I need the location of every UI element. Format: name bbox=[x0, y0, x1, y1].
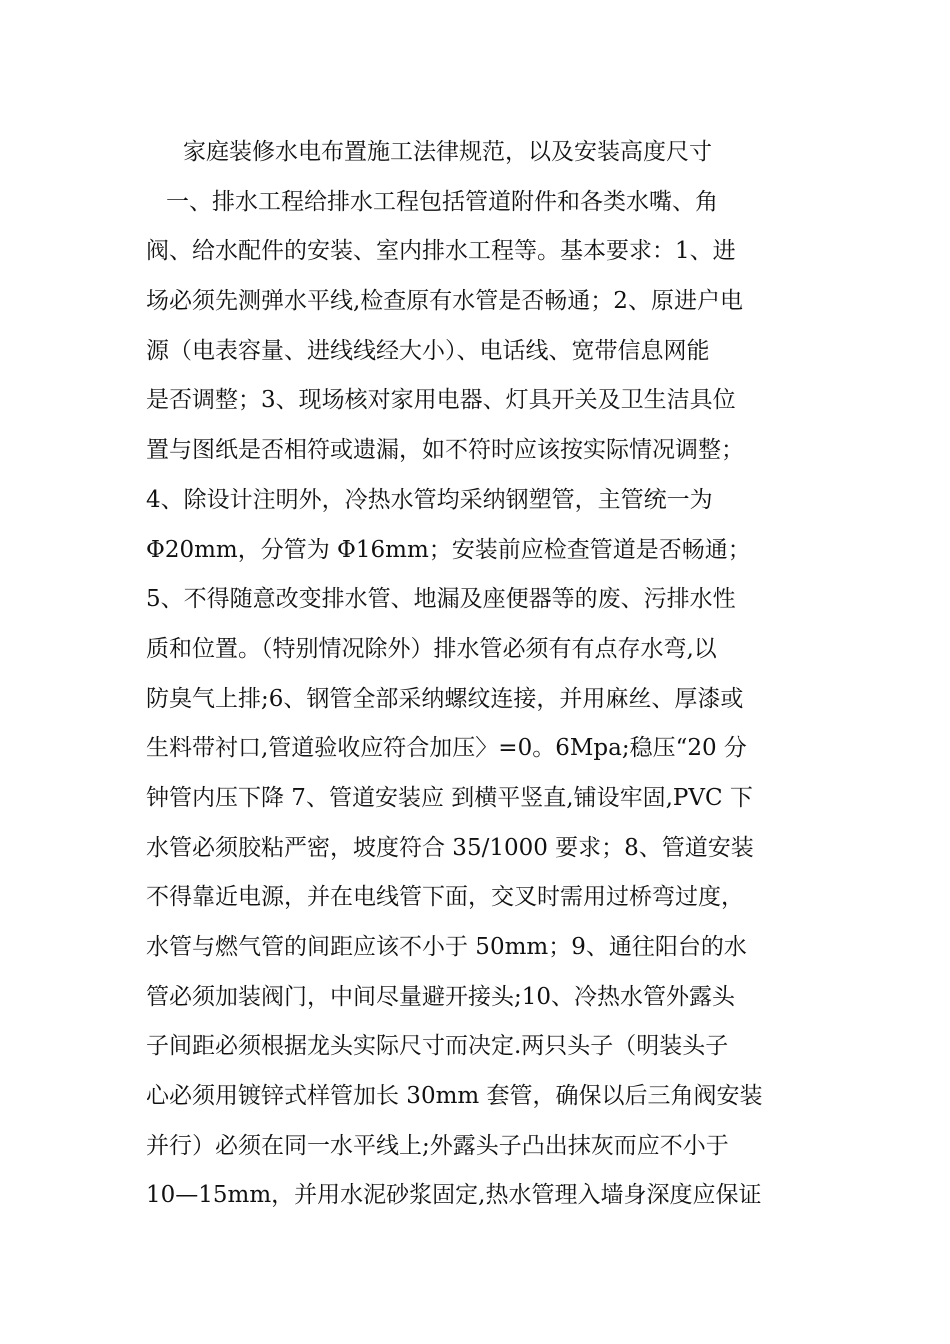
text-line-21: 10—15mm，并用水泥砂浆固定,热水管理入墙身深度应保证 bbox=[146, 1182, 762, 1209]
text-line-11: 防臭气上排;6、钢管全部采纳螺纹连接，并用麻丝、厚漆或 bbox=[146, 685, 744, 712]
text-line-3: 场必须先测弹水平线,检查原有水管是否畅通；2、原进户电 bbox=[146, 288, 743, 315]
text-line-16: 水管与燃气管的间距应该不小于 50mm；9、通往阳台的水 bbox=[146, 934, 747, 960]
text-line-4: 源（电表容量、进线线经大小）、电话线、宽带信息网能 bbox=[146, 337, 710, 364]
text-line-18: 子间距必须根据龙头实际尺寸而决定.两只头子（明装头子 bbox=[146, 1033, 729, 1060]
document-body bbox=[146, 128, 816, 1221]
text-line-1: 一、排水工程给排水工程包括管道附件和各类水嘴、角 bbox=[166, 188, 718, 215]
text-line-19: 心必须用镀锌式样管加长 30mm 套管，确保以后三角阀安装 bbox=[146, 1083, 763, 1110]
text-line-14: 水管必须胶粘严密，坡度符合 35/1000 要求；8、管道安装 bbox=[146, 834, 754, 861]
text-line-7: 4、除设计注明外，冷热水管均采纳钢塑管，主管统一为 bbox=[146, 486, 713, 513]
text-line-17: 管必须加装阀门，中间尽量避开接头;10、冷热水管外露头 bbox=[146, 983, 736, 1010]
text-line-20: 并行）必须在同一水平线上;外露头子凸出抹灰而应不小于 bbox=[146, 1132, 729, 1159]
text-line-9: 5、不得随意改变排水管、地漏及座便器等的废、污排水性 bbox=[146, 586, 736, 613]
text-line-12: 生料带衬口,管道验收应符合加压〉=0。6Mpa;稳压“20 分 bbox=[146, 735, 747, 762]
text-line-2: 阀、给水配件的安装、室内排水工程等。基本要求：1、进 bbox=[146, 238, 736, 265]
text-line-13: 钟管内压下降 7、管道安装应 到横平竖直,铺设牢固,PVC 下 bbox=[146, 784, 753, 811]
document-title: 家庭装修水电布置施工法律规范，以及安装高度尺寸 bbox=[183, 139, 712, 165]
text-line-6: 置与图纸是否相符或遗漏，如不符时应该按实际情况调整； bbox=[146, 437, 744, 464]
text-line-10: 质和位置。（特别情况除外）排水管必须有有点存水弯,以 bbox=[146, 635, 717, 662]
text-line-5: 是否调整；3、现场核对家用电器、灯具开关及卫生洁具位 bbox=[146, 387, 736, 414]
text-line-15: 不得靠近电源，并在电线管下面，交叉时需用过桥弯过度， bbox=[146, 884, 744, 911]
text-line-8: Φ20mm，分管为 Φ16mm；安装前应检查管道是否畅通； bbox=[146, 536, 751, 563]
